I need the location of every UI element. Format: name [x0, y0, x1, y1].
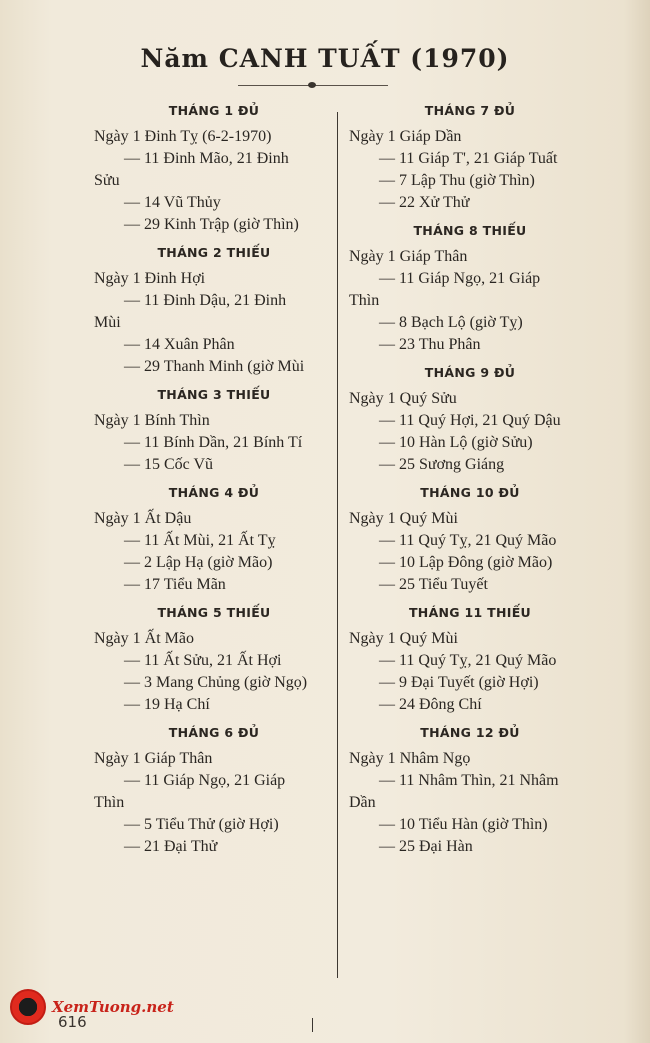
- date-entry: — 11 Giáp T', 21 Giáp Tuất: [379, 150, 558, 167]
- date-entry: — 3 Mang Chủng (giờ Ngọ): [124, 674, 308, 691]
- date-entry: — 23 Thu Phân: [379, 336, 481, 353]
- date-entry: Dần: [349, 794, 376, 811]
- month-heading: THÁNG 10 ĐỦ: [420, 485, 520, 500]
- watermark-text: XemTuong.net: [52, 998, 174, 1016]
- divider-ornament: [308, 82, 316, 88]
- date-entry: — 11 Ất Mùi, 21 Ất Tỵ: [124, 532, 276, 549]
- yin-yang-icon: [10, 989, 46, 1025]
- date-entry: — 25 Đại Hàn: [379, 838, 473, 855]
- date-entry: — 11 Giáp Ngọ, 21 Giáp: [379, 270, 541, 287]
- date-entry: — 10 Lập Đông (giờ Mão): [379, 554, 553, 571]
- month-heading: THÁNG 6 ĐỦ: [168, 725, 260, 740]
- date-entry: — 14 Xuân Phân: [124, 336, 235, 353]
- date-entry: — 10 Tiểu Hàn (giờ Thìn): [379, 816, 548, 833]
- date-entry: — 25 Tiểu Tuyết: [379, 576, 488, 593]
- page-number: 616: [58, 1013, 87, 1031]
- date-entry: — 10 Hàn Lộ (giờ Sửu): [379, 434, 533, 451]
- date-entry: — 29 Thanh Minh (giờ Mùi: [124, 358, 305, 375]
- first-day-entry: Ngày 1 Ất Mão: [94, 630, 194, 647]
- date-entry: — 14 Vũ Thủy: [124, 194, 221, 211]
- date-entry: — 11 Quý Hợi, 21 Quý Dậu: [379, 412, 561, 429]
- date-entry: — 29 Kinh Trập (giờ Thìn): [124, 216, 299, 233]
- date-entry: — 11 Quý Tỵ, 21 Quý Mão: [379, 532, 557, 549]
- date-entry: — 15 Cốc Vũ: [124, 456, 214, 473]
- month-heading: THÁNG 2 THIẾU: [157, 245, 271, 260]
- date-entry: — 11 Quý Tỵ, 21 Quý Mão: [379, 652, 557, 669]
- month-heading: THÁNG 7 ĐỦ: [424, 103, 516, 118]
- first-day-entry: Ngày 1 Giáp Dần: [349, 128, 462, 145]
- month-heading: THÁNG 8 THIẾU: [413, 223, 527, 238]
- date-entry: — 21 Đại Thử: [124, 838, 218, 855]
- date-entry: — 19 Hạ Chí: [124, 696, 210, 713]
- date-entry: — 9 Đại Tuyết (giờ Hợi): [379, 674, 539, 691]
- page-mark: [312, 1018, 313, 1032]
- first-day-entry: Ngày 1 Quý Sửu: [349, 390, 457, 407]
- month-heading: THÁNG 12 ĐỦ: [420, 725, 520, 740]
- date-entry: — 24 Đông Chí: [379, 696, 482, 713]
- first-day-entry: Ngày 1 Quý Mùi: [349, 510, 458, 527]
- right-column: [349, 100, 591, 858]
- first-day-entry: Ngày 1 Đinh Hợi: [94, 270, 206, 287]
- date-entry: — 11 Ất Sửu, 21 Ất Hợi: [124, 652, 282, 669]
- date-entry: — 2 Lập Hạ (giờ Mão): [124, 554, 273, 571]
- date-entry: — 22 Xử Thử: [379, 194, 470, 211]
- date-entry: — 7 Lập Thu (giờ Thìn): [379, 172, 535, 189]
- first-day-entry: Ngày 1 Đinh Tỵ (6-2-1970): [94, 128, 272, 145]
- date-entry: — 11 Bính Dần, 21 Bính Tí: [124, 434, 303, 451]
- month-heading: THÁNG 3 THIẾU: [157, 387, 271, 402]
- date-entry: — 11 Giáp Ngọ, 21 Giáp: [124, 772, 286, 789]
- page-title: Năm CANH TUẤT (1970): [140, 44, 510, 73]
- first-day-entry: Ngày 1 Quý Mùi: [349, 630, 458, 647]
- left-column: [94, 100, 334, 858]
- first-day-entry: Ngày 1 Giáp Thân: [349, 248, 468, 265]
- month-heading: THÁNG 4 ĐỦ: [168, 485, 260, 500]
- date-entry: Sửu: [94, 172, 120, 189]
- month-heading: THÁNG 1 ĐỦ: [168, 103, 260, 118]
- date-entry: — 17 Tiểu Mãn: [124, 576, 226, 593]
- date-entry: — 11 Đinh Mão, 21 Đinh: [124, 150, 289, 167]
- month-heading: THÁNG 9 ĐỦ: [424, 365, 516, 380]
- month-heading: THÁNG 11 THIẾU: [408, 605, 531, 620]
- month-heading: THÁNG 5 THIẾU: [157, 605, 271, 620]
- date-entry: — 5 Tiểu Thử (giờ Hợi): [124, 816, 279, 833]
- date-entry: — 8 Bạch Lộ (giờ Tỵ): [379, 314, 523, 331]
- first-day-entry: Ngày 1 Ất Dậu: [94, 510, 192, 527]
- date-entry: Thìn: [349, 292, 380, 309]
- column-divider: [337, 112, 338, 978]
- first-day-entry: Ngày 1 Nhâm Ngọ: [349, 750, 471, 767]
- first-day-entry: Ngày 1 Giáp Thân: [94, 750, 213, 767]
- title-divider: [238, 85, 388, 88]
- first-day-entry: Ngày 1 Bính Thìn: [94, 412, 210, 429]
- watermark-logo: [10, 989, 174, 1025]
- date-entry: — 11 Đinh Dậu, 21 Đinh: [124, 292, 287, 309]
- date-entry: — 25 Sương Giáng: [379, 456, 505, 473]
- date-entry: Thìn: [94, 794, 125, 811]
- date-entry: — 11 Nhâm Thìn, 21 Nhâm: [379, 772, 559, 789]
- date-entry: Mùi: [94, 314, 121, 331]
